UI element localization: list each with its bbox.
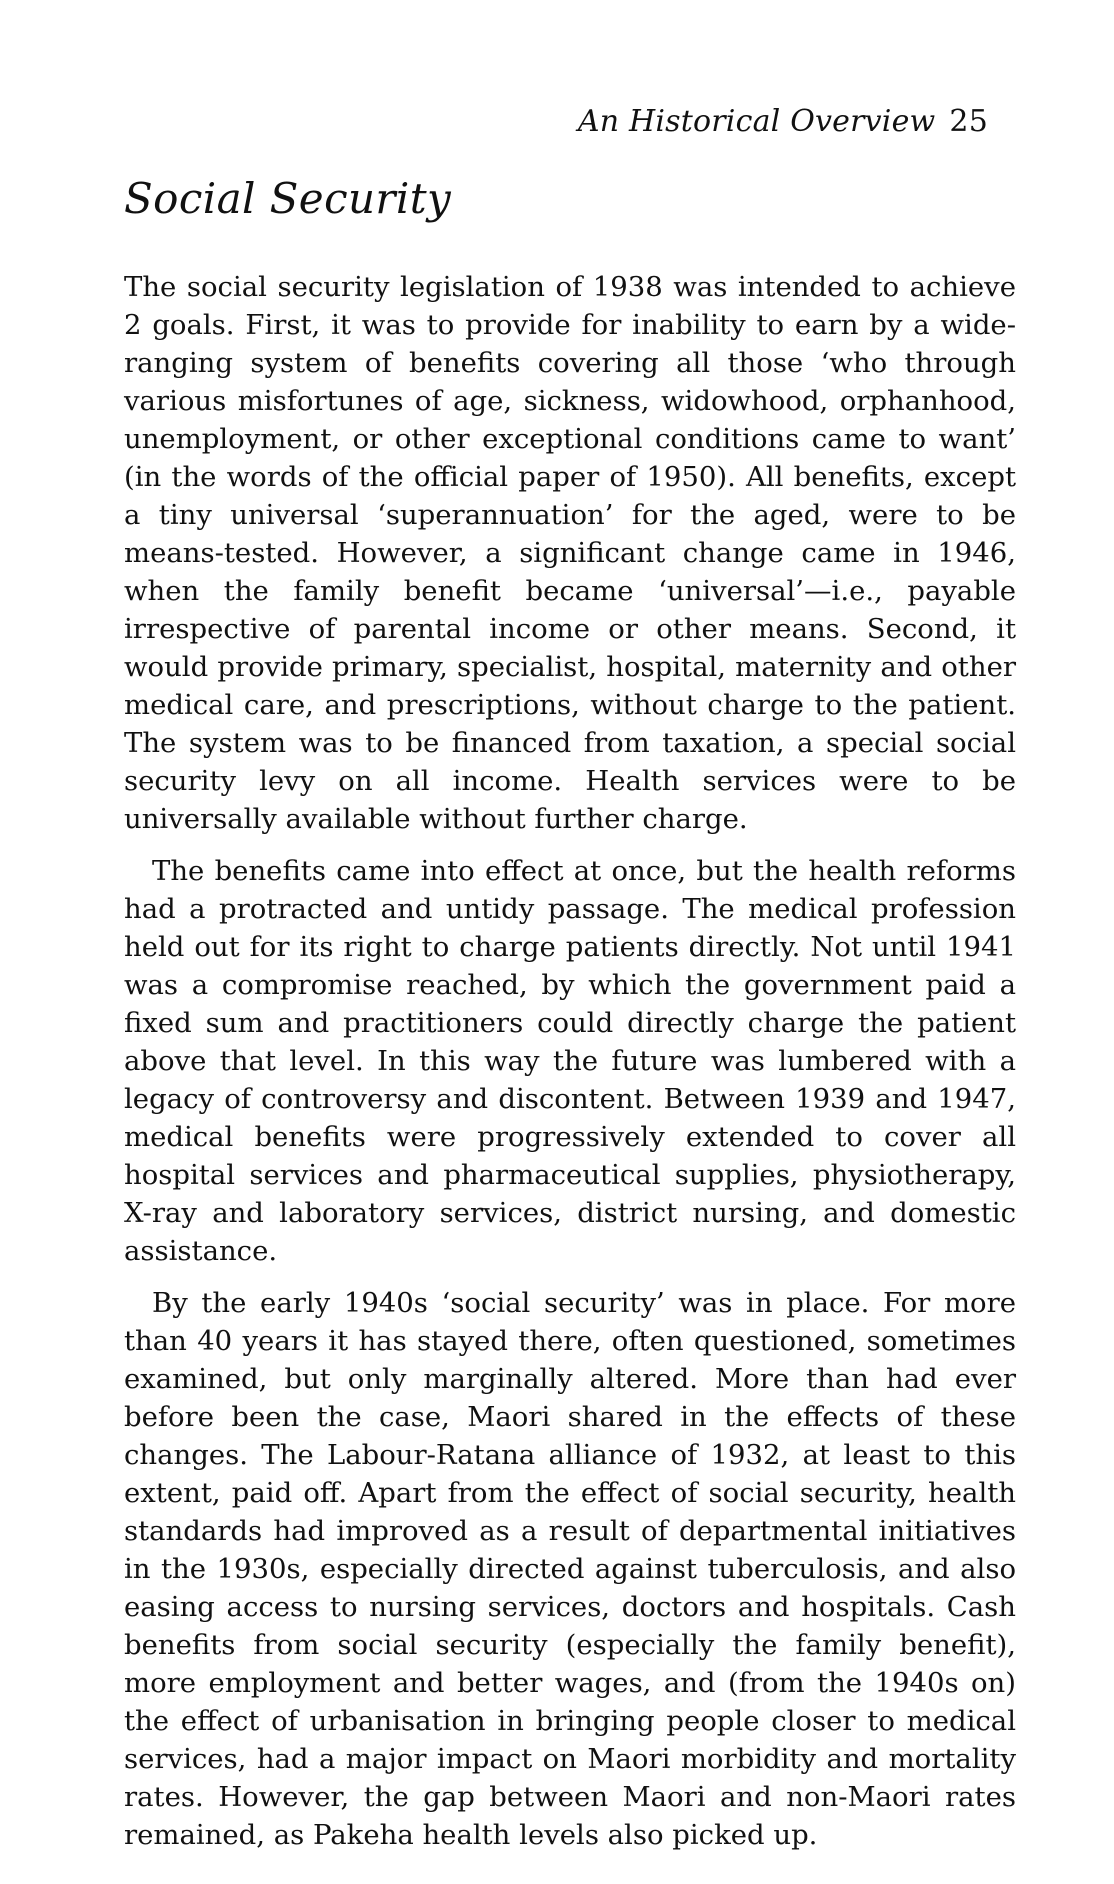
section-title: Social Security bbox=[124, 174, 452, 223]
paragraph: The social security legislation of 1938 was intended to achieve 2 goals. First, it was to provide for inability to earn by a wide-ranging system of benefits covering all those ‘who through various misfortunes of age, sickness, widowhood, orphanhood, unemployment, or other exceptional conditions came to want’ (in the words of the official paper of 1950). All benefits, except a tiny universal ‘superannuation’ for the aged, were to be means-tested. However, a significant change came in 1946, when the family benefit became ‘universal’—i.e., payable irrespective of parental income or other means. Second, it would provide primary, specialist, hospital, maternity and other medical care, and prescriptions, without charge to the patient. The system was to be financed from taxation, a special social security levy on all income. Health services were to be universally available without further charge. bbox=[124, 271, 1016, 835]
running-head-title: An Historical Overview bbox=[577, 104, 936, 139]
body-text bbox=[124, 268, 1016, 1868]
paragraph: The benefits came into effect at once, but the health reforms had a protracted and untidy passage. The medical profession held out for its right to charge patients directly. Not until 1941 was a compromise reached, by which the government paid a fixed sum and practitioners could directly charge the patient above that level. In this way the future was lumbered with a legacy of controversy and discontent. Between 1939 and 1947, medical benefits were progressively extended to cover all hospital services and pharmaceutical supplies, physiotherapy, X-ray and laboratory services, district nursing, and domestic assistance. bbox=[124, 855, 1016, 1267]
running-head bbox=[578, 104, 988, 140]
paragraph: By the early 1940s ‘social security’ was in place. For more than 40 years it has stayed there, often questioned, sometimes examined, but only marginally altered. More than had ever before been the case, Maori shared in the effects of these changes. The Labour-Ratana alliance of 1932, at least to this extent, paid off. Apart from the effect of social security, health standards had improved as a result of departmental initiatives in the 1930s, especially directed against tuberculosis, and also easing access to nursing services, doctors and hospitals. Cash benefits from social security (especially the family benefit), more employment and better wages, and (from the 1940s on) the effect of urbanisation in bringing people closer to medical services, had a major impact on Maori morbidity and mortality rates. However, the gap between Maori and non-Maori rates remained, as Pakeha health levels also picked up. bbox=[124, 1287, 1016, 1851]
page-number: 25 bbox=[949, 104, 988, 139]
